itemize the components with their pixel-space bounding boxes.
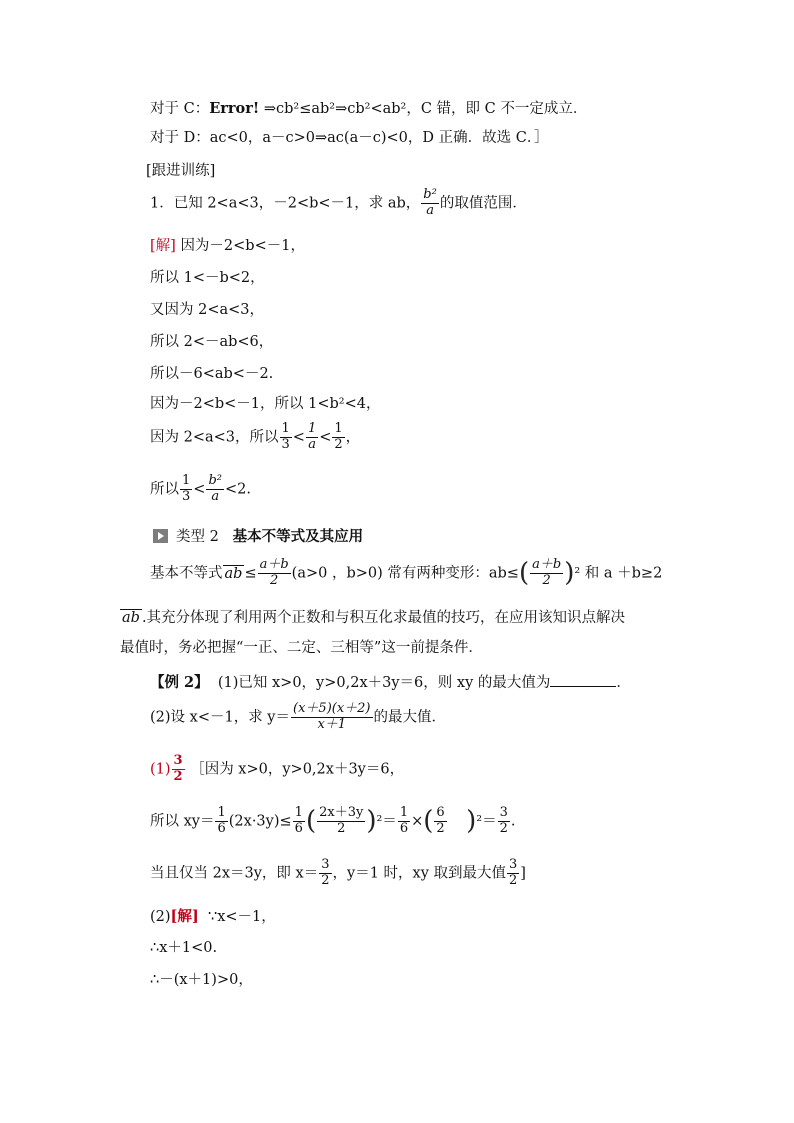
paragraph-line: ab .其充分体现了利用两个正数和与积互化求最值的技巧，在应用该知识点解决 — [122, 610, 626, 626]
solution-2-line: ∴－(x＋1)>0， — [150, 972, 253, 988]
answer-line: 所以 xy＝ $\frac{1}{6}$ (2x·3y)≤ $\frac{1}{6}$ ( $\frac{2x+3y}{2}$ )²＝ $\frac{1}{6}$ ×( $\frac{6}{2}$ )²＝ $\frac{3}{2}$ . — [150, 805, 516, 837]
example-tag: 【例 2】 — [150, 674, 209, 691]
question-1 — [150, 188, 527, 219]
solution-tag: [解] — [150, 238, 176, 254]
text: 1．已知 2<a<3，－2<b<－1，求 ab， — [150, 195, 421, 212]
line-d: 对于 D：ac<0，a－c>0⇒ac(a－c)<0，D 正确．故选 C．］ — [150, 130, 549, 146]
line-c — [150, 100, 587, 118]
practice-heading: [跟进训练] — [146, 163, 216, 179]
answer-line: (1) $\frac{3}{2}$ ［因为 x>0，y>0,2x＋3y＝6， — [150, 753, 405, 784]
fraction: $\frac{\text{b²}}{a}$ — [423, 187, 437, 218]
text: 对于 C： — [150, 101, 210, 117]
text: 因为－2<b<－1， — [180, 238, 305, 254]
answer-line: 当且仅当 2x＝3y，即 x＝ $\frac{3}{2}$ ，y＝1 时，xy 取到最大值 $\frac{3}{2}$ ] — [150, 857, 526, 888]
solution-line: 因为－2<b<－1，所以 1<b²<4， — [150, 396, 381, 412]
solution-line — [150, 238, 305, 255]
text: 的取值范围． — [439, 195, 527, 212]
section-heading: 类型 2 基本不等式及其应用 — [153, 528, 363, 546]
solution-2-line: ∴x＋1<0. — [150, 940, 218, 956]
answer-blank — [550, 674, 616, 687]
error-text: Error! — [209, 100, 260, 117]
text: ⇒cb²≤ab²⇒cb²<ab²，C 错，即 C 不一定成立． — [259, 101, 588, 117]
solution-line: 所以－6<ab<－2. — [150, 366, 274, 382]
solution-2-line: (2)[解] ∵x<－1， — [150, 908, 276, 925]
play-icon — [153, 529, 168, 543]
solution-line: 所以 2<－ab<6， — [150, 334, 274, 350]
solution-line: 又因为 2<a<3， — [150, 302, 265, 318]
solution-line: 所以 $\frac{1}{3}$ < $\frac{\text{b²}}{a}$ <2. — [150, 473, 251, 504]
solution-line: 因为 2<a<3，所以 $\frac{1}{3}$ < $\frac{1}{a}$ < $\frac{1}{2}$ ， — [150, 421, 361, 452]
paragraph-line: 基本不等式 ab ≤ $\frac{a+b}{2}$ (a>0 ，b>0) 常有两种变形：ab≤( $\frac{a+b}{2}$ )² 和 a ＋b≥2 — [150, 557, 663, 589]
example-2-part-2: (2)设 x<－1，求 y＝ $\frac{(x+5)(x+2)}{x+1}$ 的最大值． — [150, 701, 447, 732]
paragraph-line: 最值时，务必把握“一正、二定、三相等”这一前提条件． — [120, 640, 483, 656]
example-2: 【例 2】 (1)已知 x>0，y>0,2x＋3y＝6，则 xy 的最大值为 ． — [150, 674, 631, 691]
solution-line: 所以 1<－b<2， — [150, 270, 265, 286]
